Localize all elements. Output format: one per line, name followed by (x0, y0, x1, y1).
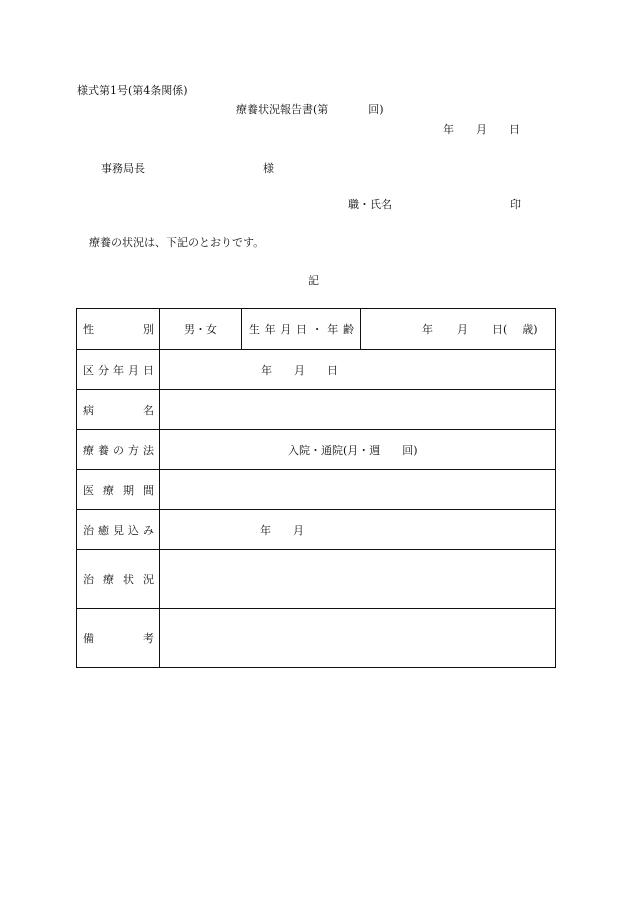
date-month: 月 (476, 123, 487, 136)
table-row-classification-date (77, 349, 555, 389)
table-row-sex-birth (77, 309, 555, 349)
form-number: 様式第1号(第4条関係) (77, 84, 188, 97)
table-row-prognosis (77, 509, 555, 549)
recipient-label: 事務局長 (101, 162, 145, 175)
report-table (76, 308, 556, 668)
table-row-period (77, 469, 555, 509)
date-year: 年 (443, 123, 454, 136)
date-day: 日 (509, 123, 520, 136)
disease-value[interactable] (160, 390, 555, 429)
treatment-status-label: 治 療 状 況 (77, 550, 160, 608)
classification-date-label: 区 分 年 月 日 (77, 350, 160, 389)
signer-line (348, 198, 521, 212)
table-row-method (77, 429, 555, 469)
sex-label: 性 別 (77, 309, 160, 349)
disease-label: 病 名 (77, 390, 160, 429)
document-title (236, 103, 384, 117)
statement-text: 療養の状況は、下記のとおりです。 (89, 236, 265, 249)
treatment-status-value[interactable] (160, 550, 555, 608)
title-prefix: 療養状況報告書(第 (236, 103, 329, 116)
recovery-prognosis-value[interactable]: 年 月 (260, 523, 304, 537)
treatment-method-label: 療 養 の 方 法 (77, 430, 160, 469)
sex-value[interactable]: 男・女 (160, 309, 242, 349)
title-suffix: 回) (368, 103, 384, 116)
report-date (443, 123, 520, 137)
table-row-status (77, 549, 555, 608)
table-row-disease (77, 389, 555, 429)
recovery-prognosis-label: 治 癒 見 込 み (77, 510, 160, 549)
remarks-label: 備 考 (77, 609, 160, 667)
recipient-honorific: 様 (263, 162, 274, 175)
signer-label: 職・氏名 (348, 198, 392, 211)
medical-period-label: 医 療 期 間 (77, 470, 160, 509)
birth-age-value[interactable]: 年 月 日( 歳) (422, 323, 538, 336)
seal-mark: 印 (510, 198, 521, 211)
table-row-remarks (77, 608, 555, 667)
treatment-method-value[interactable]: 入院・通院(月・週 回) (288, 443, 418, 457)
classification-date-value[interactable]: 年 月 日 (261, 363, 338, 377)
birth-age-label: 生 年 月 日 ・ 年 齢 (242, 309, 361, 349)
medical-period-value[interactable] (160, 470, 555, 509)
recipient-line (101, 162, 274, 176)
remarks-value[interactable] (160, 609, 555, 667)
ki-heading: 記 (308, 274, 319, 287)
